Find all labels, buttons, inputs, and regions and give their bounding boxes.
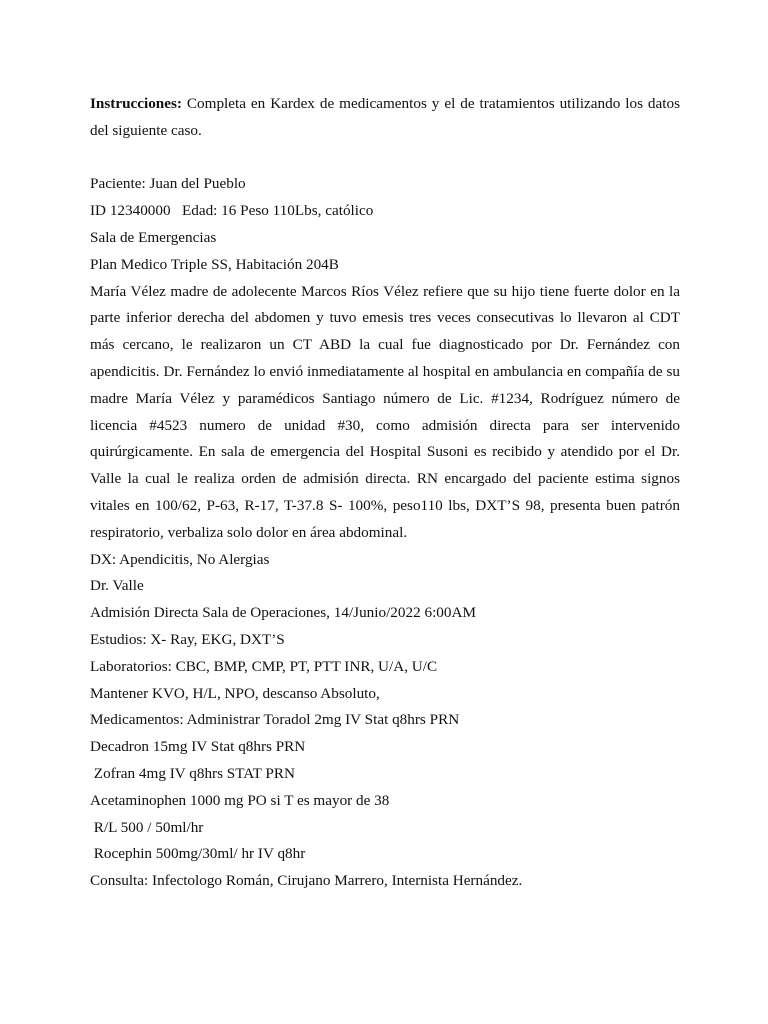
patient-location: Sala de Emergencias (90, 228, 217, 246)
patient-plan-room: Plan Medico Triple SS, Habitación 204B (90, 255, 339, 273)
document-body (90, 91, 680, 895)
instructions-label: Instrucciones: (90, 95, 182, 112)
order-med-zofran: Zofran 4mg IV q8hrs STAT PRN (90, 764, 295, 782)
order-maintain: Mantener KVO, H/L, NPO, descanso Absoluto, (90, 684, 380, 702)
order-consult: Consulta: Infectologo Román, Cirujano Marrero, Internista Hernández. (90, 872, 523, 890)
blank-line (90, 145, 680, 172)
patient-id-age-weight: ID 12340000 Edad: 16 Peso 110Lbs, católico (90, 202, 374, 220)
order-med-rocephin: Rocephin 500mg/30ml/ hr IV q8hr (90, 845, 306, 863)
order-med-toradol: Medicamentos: Administrar Toradol 2mg IV Stat q8hrs PRN (90, 711, 460, 729)
order-diagnosis: DX: Apendicitis, No Alergias (90, 550, 270, 568)
order-studies: Estudios: X- Ray, EKG, DXT’S (90, 630, 285, 648)
order-iv-fluids: R/L 500 / 50ml/hr (90, 818, 204, 836)
instructions-paragraph (90, 91, 680, 145)
order-admission: Admisión Directa Sala de Operaciones, 14/Junio/2022 6:00AM (90, 604, 476, 622)
instructions-text: Completa en Kardex de medicamentos y el de tratamientos utilizando los datos del siguiente caso. (90, 95, 680, 139)
order-labs: Laboratorios: CBC, BMP, CMP, PT, PTT INR, U/A, U/C (90, 657, 438, 675)
case-narrative: María Vélez madre de adolecente Marcos Ríos Vélez refiere que su hijo tiene fuerte dolor en la parte inferior derecha del abdomen y tuvo emesis tres veces consecutivas lo llevaron al CDT más cercano, le realizaron un CT ABD la cual fue diagnosticado por Dr. Fernández con apendicitis. Dr. Fernández lo envió inmediatamente al hospital en ambulancia en compañía de su madre María Vélez y paramédicos Santiago número de Lic. #1234, Rodríguez número de licencia #4523 numero de unidad #30, como admisión directa para ser intervenido quirúrgicamente. En sala de emergencia del Hospital Susoni es recibido y atendido por el Dr. Valle la cual le realiza orden de admisión directa. RN encargado del paciente estima signos vitales en 100/62, P-63, R-17, T-37.8 S- 100%, peso110 lbs, DXT’S 98, presenta buen patrón respiratorio, verbaliza solo dolor en área abdominal. (90, 282, 680, 541)
order-med-decadron: Decadron 15mg IV Stat q8hrs PRN (90, 738, 306, 756)
order-physician: Dr. Valle (90, 577, 144, 595)
order-med-acetaminophen: Acetaminophen 1000 mg PO si T es mayor de 38 (90, 791, 390, 809)
patient-name: Paciente: Juan del Pueblo (90, 175, 246, 193)
